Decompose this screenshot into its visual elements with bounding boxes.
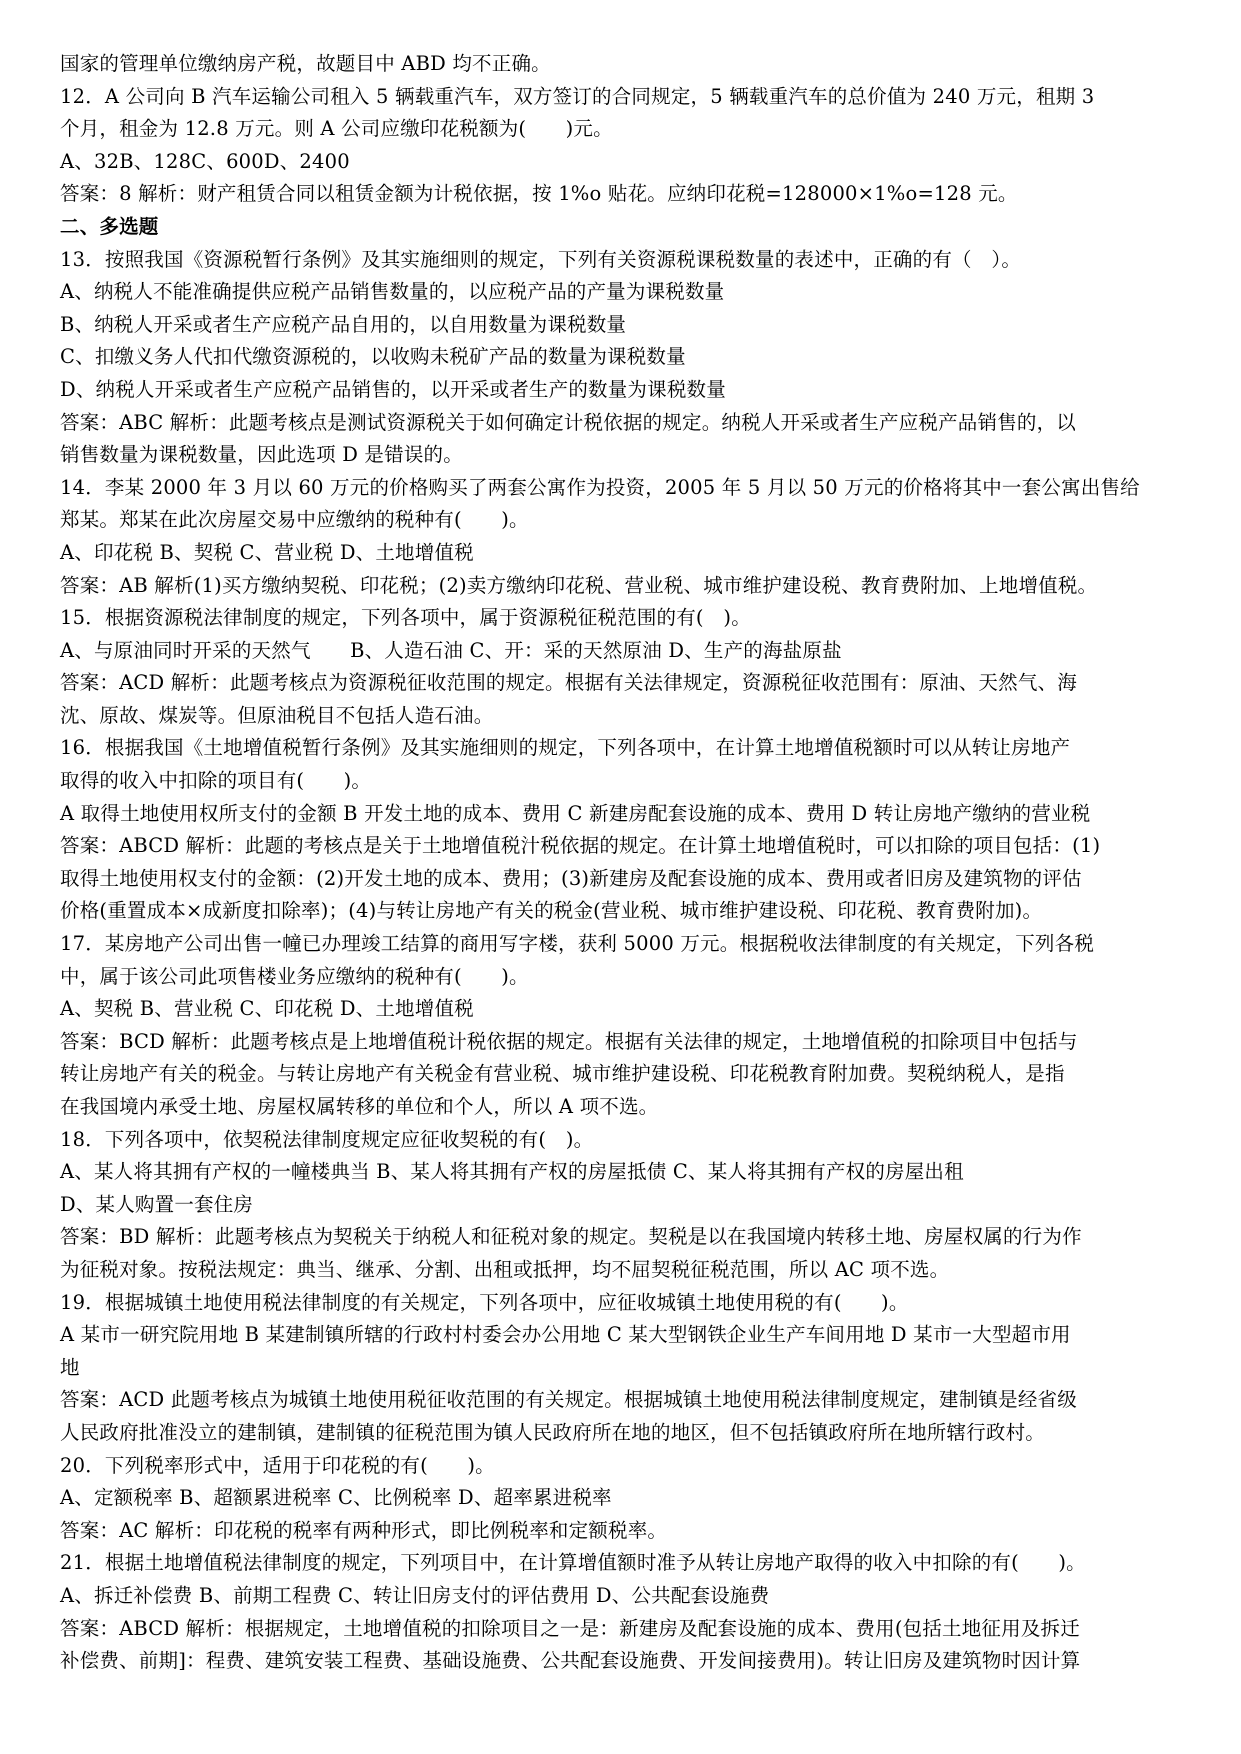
text-line: 12．A 公司向 B 汽车运输公司租入 5 辆载重汽车，双方签订的合同规定，5 辆载重汽车的总价值为 240 万元，租期 3 (60, 84, 1095, 108)
text-line: 14．李某 2000 年 3 月以 60 万元的价格购买了两套公寓作为投资，2005 年 5 月以 50 万元的价格将其中一套公寓出售给 (60, 475, 1140, 499)
text-line: 地 (60, 1355, 80, 1379)
text-line: A 某市一研究院用地 B 某建制镇所辖的行政村村委会办公用地 C 某大型钢铁企业生产车间用地 D 某市一大型超市用 (60, 1323, 1071, 1347)
text-line: 取得土地使用权支付的金额：(2)开发土地的成本、费用；(3)新建房及配套设施的成本、费用或者旧房及建筑物的评估 (60, 866, 1082, 890)
text-line: 答案：ACD 解析：此题考核点为资源税征收范围的规定。根据有关法律规定，资源税征收范围有：原油、天然气、海 (60, 671, 1077, 695)
text-line: A、某人将其拥有产权的一幢楼典当 B、某人将其拥有产权的房屋抵债 C、某人将其拥有产权的房屋出租 (60, 1160, 964, 1184)
text-line: A、契税 B、营业税 C、印花税 D、土地增值税 (60, 997, 474, 1021)
text-line: 补偿费、前期]：程费、建筑安装工程费、基础设施费、公共配套设施费、开发间接费用)。转让旧房及建筑物时因计算 (60, 1649, 1081, 1673)
text-line: D、某人购置一套住房 (60, 1192, 254, 1216)
text-line: 个月，租金为 12.8 万元。则 A 公司应缴印花税额为( )元。 (60, 117, 613, 141)
text-line: 15．根据资源税法律制度的规定，下列各项中，属于资源税征税范围的有( )。 (60, 606, 751, 630)
text-line: 郑某。郑某在此次房屋交易中应缴纳的税种有( )。 (60, 508, 529, 532)
text-line: 16．根据我国《土地增值税暂行条例》及其实施细则的规定，下列各项中，在计算土地增值税额时可以从转让房地产 (60, 736, 1071, 760)
text-line: A、与原油同时开采的天然气 B、人造石油 C、开：采的天然原油 D、生产的海盐原盐 (60, 638, 842, 662)
text-line: A、纳税人不能准确提供应税产品销售数量的，以应税产品的产量为课税数量 (60, 280, 725, 304)
text-line: 沈、原故、煤炭等。但原油税目不包括人造石油。 (60, 703, 494, 727)
text-line: 答案：AB 解析(1)买方缴纳契税、印花税；(2)卖方缴纳印花税、营业税、城市维护建设税、教育费附加、上地增值税。 (60, 573, 1098, 597)
text-line: 答案：BCD 解析：此题考核点是上地增值税计税依据的规定。根据有关法律的规定，土地增值税的扣除项目中包括与 (60, 1029, 1078, 1053)
text-line: 答案：ABCD 解析：此题的考核点是关于土地增值税汁税依据的规定。在计算土地增值税时，可以扣除的项目包括：(1) (60, 834, 1101, 858)
text-line: 21．根据土地增值税法律制度的规定，下列项目中，在计算增值额时准予从转让房地产取得的收入中扣除的有( )。 (60, 1551, 1086, 1575)
text-line: 17．某房地产公司出售一幢已办理竣工结算的商用写字楼，获利 5000 万元。根据税收法律制度的有关规定，下列各税 (60, 932, 1095, 956)
text-line: 为征税对象。按税法规定：典当、继承、分割、出租或抵押，均不屈契税征税范围，所以 AC 项不选。 (60, 1257, 950, 1281)
text-line: B、纳税人开采或者生产应税产品自用的，以自用数量为课税数量 (60, 312, 627, 336)
text-line: 20．下列税率形式中，适用于印花税的有( )。 (60, 1453, 495, 1477)
text-line: 答案：BD 解析：此题考核点为契税关于纳税人和征税对象的规定。契税是以在我国境内转移土地、房屋权属的行为作 (60, 1225, 1082, 1249)
section-heading: 二、多选题 (60, 214, 159, 238)
text-line: C、扣缴义务人代扣代缴资源税的，以收购未税矿产品的数量为课税数量 (60, 345, 686, 369)
text-line: A、印花税 B、契税 C、营业税 D、土地增值税 (60, 540, 474, 564)
text-line: 13．按照我国《资源税暂行条例》及其实施细则的规定，下列有关资源税课税数量的表述中，正确的有（ ）。 (60, 247, 1022, 271)
text-line: 人民政府批准没立的建制镇，建制镇的征税范围为镇人民政府所在地的地区，但不包括镇政府所在地所辖行政村。 (60, 1420, 1046, 1444)
text-line: 答案：AC 解析：印花税的税率有两种形式，即比例税率和定额税率。 (60, 1518, 668, 1542)
text-line: 取得的收入中扣除的项目有( )。 (60, 769, 372, 793)
text-line: 答案：8 解析：财产租赁合同以租赁金额为计税依据，按 1%o 贴花。应纳印花税=128000×1%o=128 元。 (60, 182, 1018, 206)
text-line: 转让房地产有关的税金。与转让房地产有关税金有营业税、城市维护建设税、印花税教育附加费。契税纳税人，是指 (60, 1062, 1065, 1086)
text-line: D、纳税人开采或者生产应税产品销售的，以开采或者生产的数量为课税数量 (60, 377, 726, 401)
text-line: 国家的管理单位缴纳房产税，故题目中 ABD 均不正确。 (60, 52, 551, 75)
text-line: 答案：ABC 解析：此题考核点是测试资源税关于如何确定计税依据的规定。纳税人开采或者生产应税产品销售的，以 (60, 410, 1076, 434)
text-line: 19．根据城镇土地使用税法律制度的有关规定，下列各项中，应征收城镇土地使用税的有( )。 (60, 1290, 909, 1314)
text-line: A 取得土地使用权所支付的金额 B 开发土地的成本、费用 C 新建房配套设施的成本、费用 D 转让房地产缴纳的营业税 (60, 801, 1091, 825)
text-line: A、定额税率 B、超额累进税率 C、比例税率 D、超率累进税率 (60, 1486, 612, 1510)
text-line: 18．下列各项中，依契税法律制度规定应征收契税的有( )。 (60, 1127, 594, 1151)
text-line: 答案：ABCD 解析：根据规定，土地增值税的扣除项目之一是：新建房及配套设施的成本、费用(包括土地征用及拆迁 (60, 1616, 1080, 1640)
text-line: 价格(重置成本×成新度扣除率)；(4)与转让房地产有关的税金(营业税、城市维护建设税、印花税、教育费附加)。 (60, 899, 1043, 923)
text-line: 销售数量为课税数量，因此选项 D 是错误的。 (60, 443, 463, 467)
text-line: 在我国境内承受土地、房屋权属转移的单位和个人，所以 A 项不选。 (60, 1095, 659, 1118)
text-line: A、拆迁补偿费 B、前期工程费 C、转让旧房支付的评估费用 D、公共配套设施费 (60, 1583, 770, 1607)
text-line: 答案：ACD 此题考核点为城镇土地使用税征收范围的有关规定。根据城镇土地使用税法律制度规定，建制镇是经省级 (60, 1388, 1077, 1412)
text-line: A、32B、128C、600D、2400 (60, 149, 350, 173)
text-line: 中，属于该公司此项售楼业务应缴纳的税种有( )。 (60, 964, 529, 988)
